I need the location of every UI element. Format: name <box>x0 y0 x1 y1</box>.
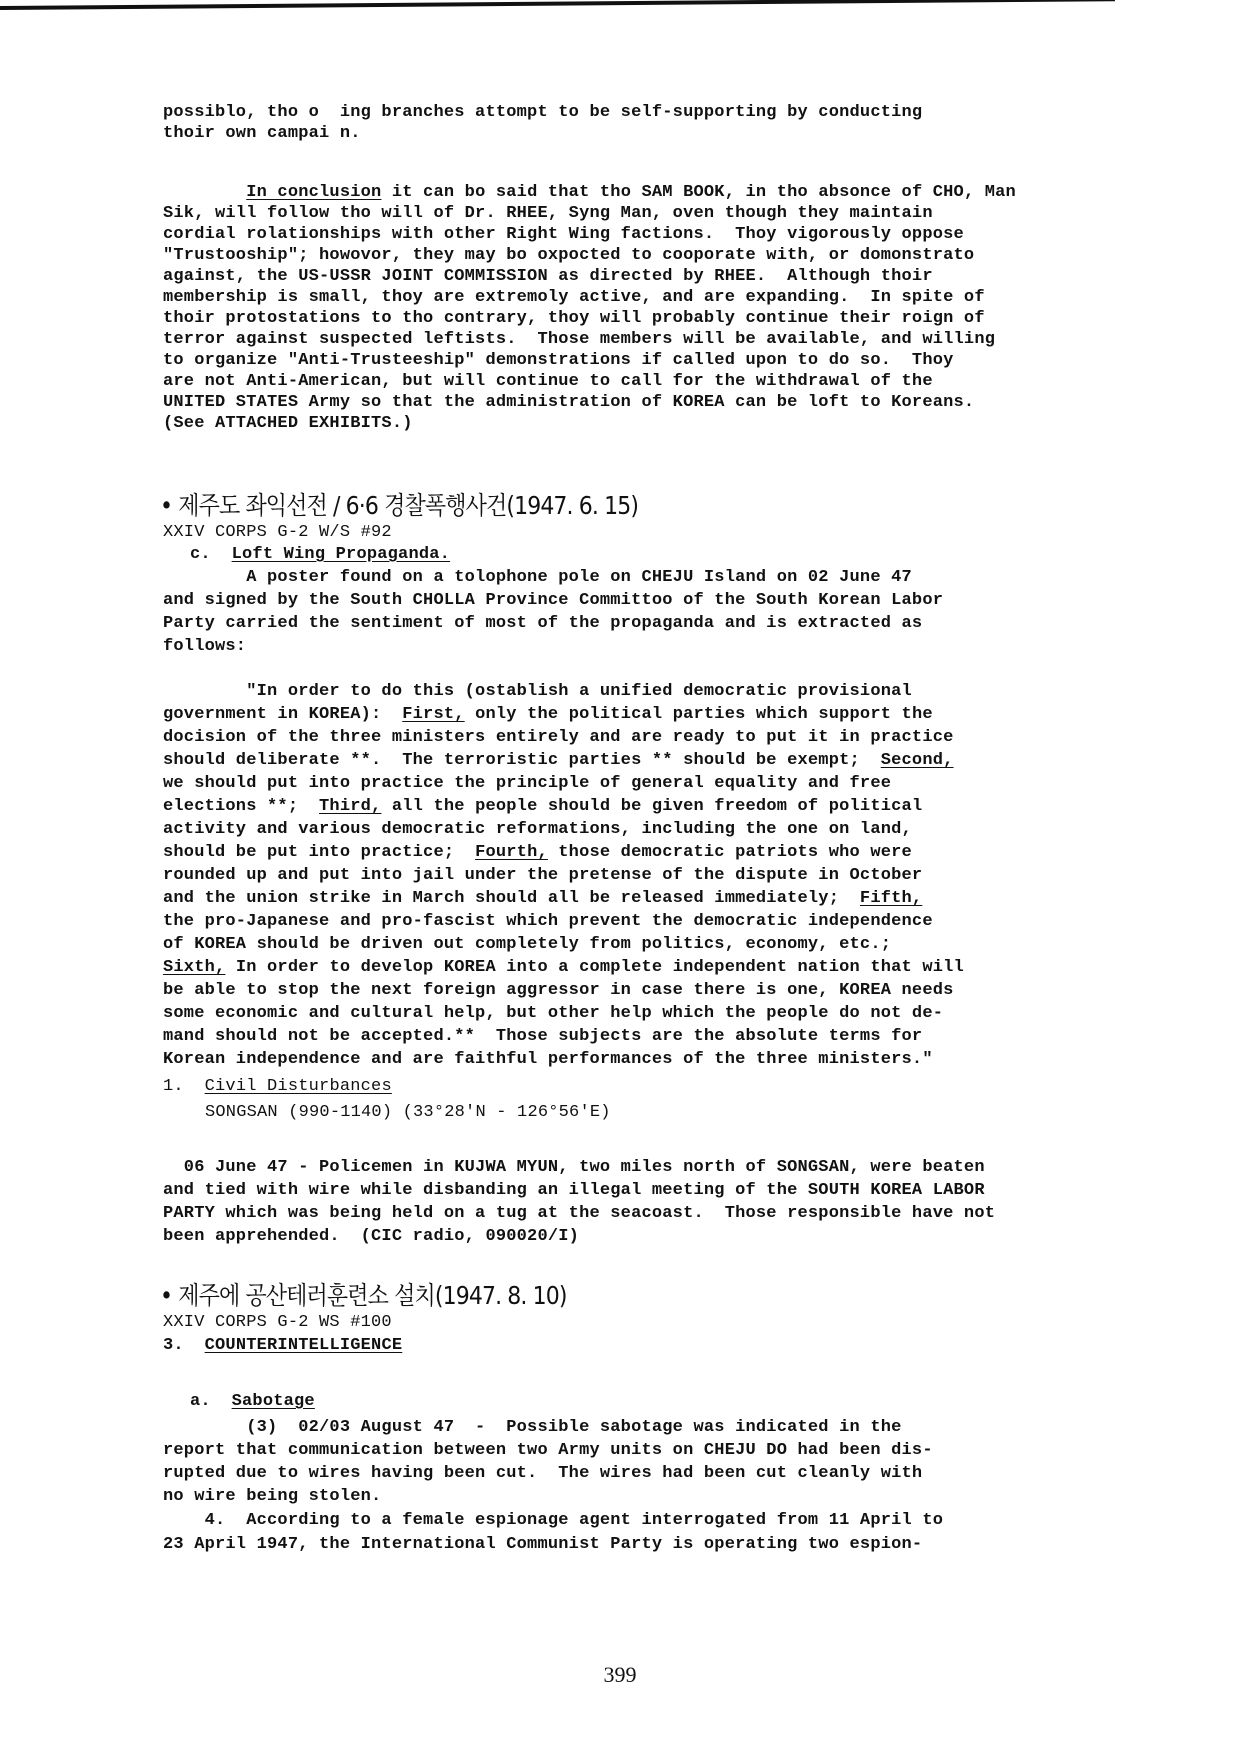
section-heading-2: • 제주에 공산테러훈련소 설치(1947. 8. 10) <box>160 1281 567 1310</box>
para-line: no wire being stolen. <box>163 1487 382 1506</box>
quote-line: elections **; Third, all the people should be given freedom of political <box>163 797 923 816</box>
page-number: 399 <box>603 1662 637 1687</box>
section-heading-1: • 제주도 좌익선전 / 6·6 경찰폭행사건(1947. 6. 15) <box>160 491 639 520</box>
quote-line: activity and various democratic reformations, including the one on land, <box>163 820 912 839</box>
report-line: and tied with wire while disbanding an illegal meeting of the SOUTH KOREA LABOR <box>163 1181 985 1200</box>
conclusion-line: to organize "Anti-Trusteeship" demonstrations if called upon to do so. Thoy <box>163 351 954 370</box>
conclusion-line: against, the US-USSR JOINT COMMISSION as directed by RHEE. Although thoir <box>163 267 933 286</box>
source-citation: XXIV CORPS G-2 W/S #92 <box>163 523 392 542</box>
quote-line: "In order to do this (ostablish a unified democratic provisional <box>163 682 912 701</box>
quote-line: we should put into practice the principle of general equality and free <box>163 774 892 793</box>
conclusion-line: thoir protostations to tho contrary, thoy will probably continue their roign of <box>163 309 985 328</box>
report-line: 06 June 47 - Policemen in KUJWA MYUN, two miles north of SONGSAN, were beaten <box>163 1158 985 1177</box>
quote-line: docision of the three ministers entirely and are ready to put it in practice <box>163 728 954 747</box>
para-line: 23 April 1947, the International Communist Party is operating two espion- <box>163 1535 923 1554</box>
quote-line: be able to stop the next foreign aggressor in case there is one, KOREA needs <box>163 981 954 1000</box>
quote-line: mand should not be accepted.** Those subjects are the absolute terms for <box>163 1027 923 1046</box>
conclusion-line: UNITED STATES Army so that the administration of KOREA can be loft to Koreans. <box>163 393 975 412</box>
quote-line: Sixth, In order to develop KOREA into a complete independent nation that will <box>163 958 964 977</box>
conclusion-line: membership is small, thoy are extremoly active, and are expanding. In spite of <box>163 288 985 307</box>
quote-line: rounded up and put into jail under the pretense of the dispute in October <box>163 866 923 885</box>
para-line: Party carried the sentiment of most of the propaganda and is extracted as <box>163 614 923 633</box>
quote-line: should be put into practice; Fourth, those democratic patriots who were <box>163 843 912 862</box>
para-line: report that communication between two Army units on CHEJU DO had been dis- <box>163 1441 933 1460</box>
subheading: c. Loft Wing Propaganda. <box>190 545 451 564</box>
location: SONGSAN (990-1140) (33°28'N - 126°56'E) <box>205 1103 611 1122</box>
para-line: A poster found on a tolophone pole on CHEJU Island on 02 June 47 <box>163 568 912 587</box>
quote-line: and the union strike in March should all be released immediately; Fifth, <box>163 889 923 908</box>
conclusion-lead: In conclusion <box>246 183 382 202</box>
report-line: PARTY which was being held on a tug at the seacoast. Those responsible have not <box>163 1204 996 1223</box>
subheading: a. Sabotage <box>190 1392 315 1411</box>
para-line: follows: <box>163 637 247 656</box>
item-heading: 1. Civil Disturbances <box>163 1077 392 1096</box>
quote-line: Korean independence and are faithful performances of the three ministers." <box>163 1050 933 1069</box>
intro-line: thoir own campai n. <box>163 124 361 143</box>
item-heading: 3. COUNTERINTELLIGENCE <box>163 1336 403 1355</box>
conclusion-line: are not Anti-American, but will continue to call for the withdrawal of the <box>163 372 933 391</box>
conclusion-line: cordial rolationships with other Right Wing factions. Thoy vigorously oppose <box>163 225 964 244</box>
intro-line: possiblo, tho o ing branches attompt to be self-supporting by conducting <box>163 103 923 122</box>
quote-line: some economic and cultural help, but other help which the people do not de- <box>163 1004 944 1023</box>
report-line: been apprehended. (CIC radio, 090020/I) <box>163 1227 580 1246</box>
quote-line: government in KOREA): First, only the political parties which support the <box>163 705 933 724</box>
conclusion-line-first: In conclusion it can bo said that tho SAM BOOK, in tho absonce of CHO, Man <box>246 183 1016 202</box>
conclusion-line: Sik, will follow tho will of Dr. RHEE, Syng Man, oven though they maintain <box>163 204 933 223</box>
para-line: (3) 02/03 August 47 - Possible sabotage was indicated in the <box>163 1418 902 1437</box>
quote-line: the pro-Japanese and pro-fascist which prevent the democratic independence <box>163 912 933 931</box>
para-line: 4. According to a female espionage agent interrogated from 11 April to <box>163 1511 944 1530</box>
conclusion-line: "Trustooship"; howovor, they may bo oxpocted to cooporate with, or domonstrato <box>163 246 975 265</box>
conclusion-line: (See ATTACHED EXHIBITS.) <box>163 414 413 433</box>
para-line: rupted due to wires having been cut. The wires had been cut cleanly with <box>163 1464 923 1483</box>
source-citation: XXIV CORPS G-2 WS #100 <box>163 1313 392 1332</box>
conclusion-line: terror against suspected leftists. Those members will be available, and willing <box>163 330 996 349</box>
para-line: and signed by the South CHOLLA Province Committoo of the South Korean Labor <box>163 591 944 610</box>
quote-line: should deliberate **. The terroristic parties ** should be exempt; Second, <box>163 751 954 770</box>
quote-line: of KOREA should be driven out completely from politics, economy, etc.; <box>163 935 892 954</box>
top-rule <box>0 0 1115 10</box>
